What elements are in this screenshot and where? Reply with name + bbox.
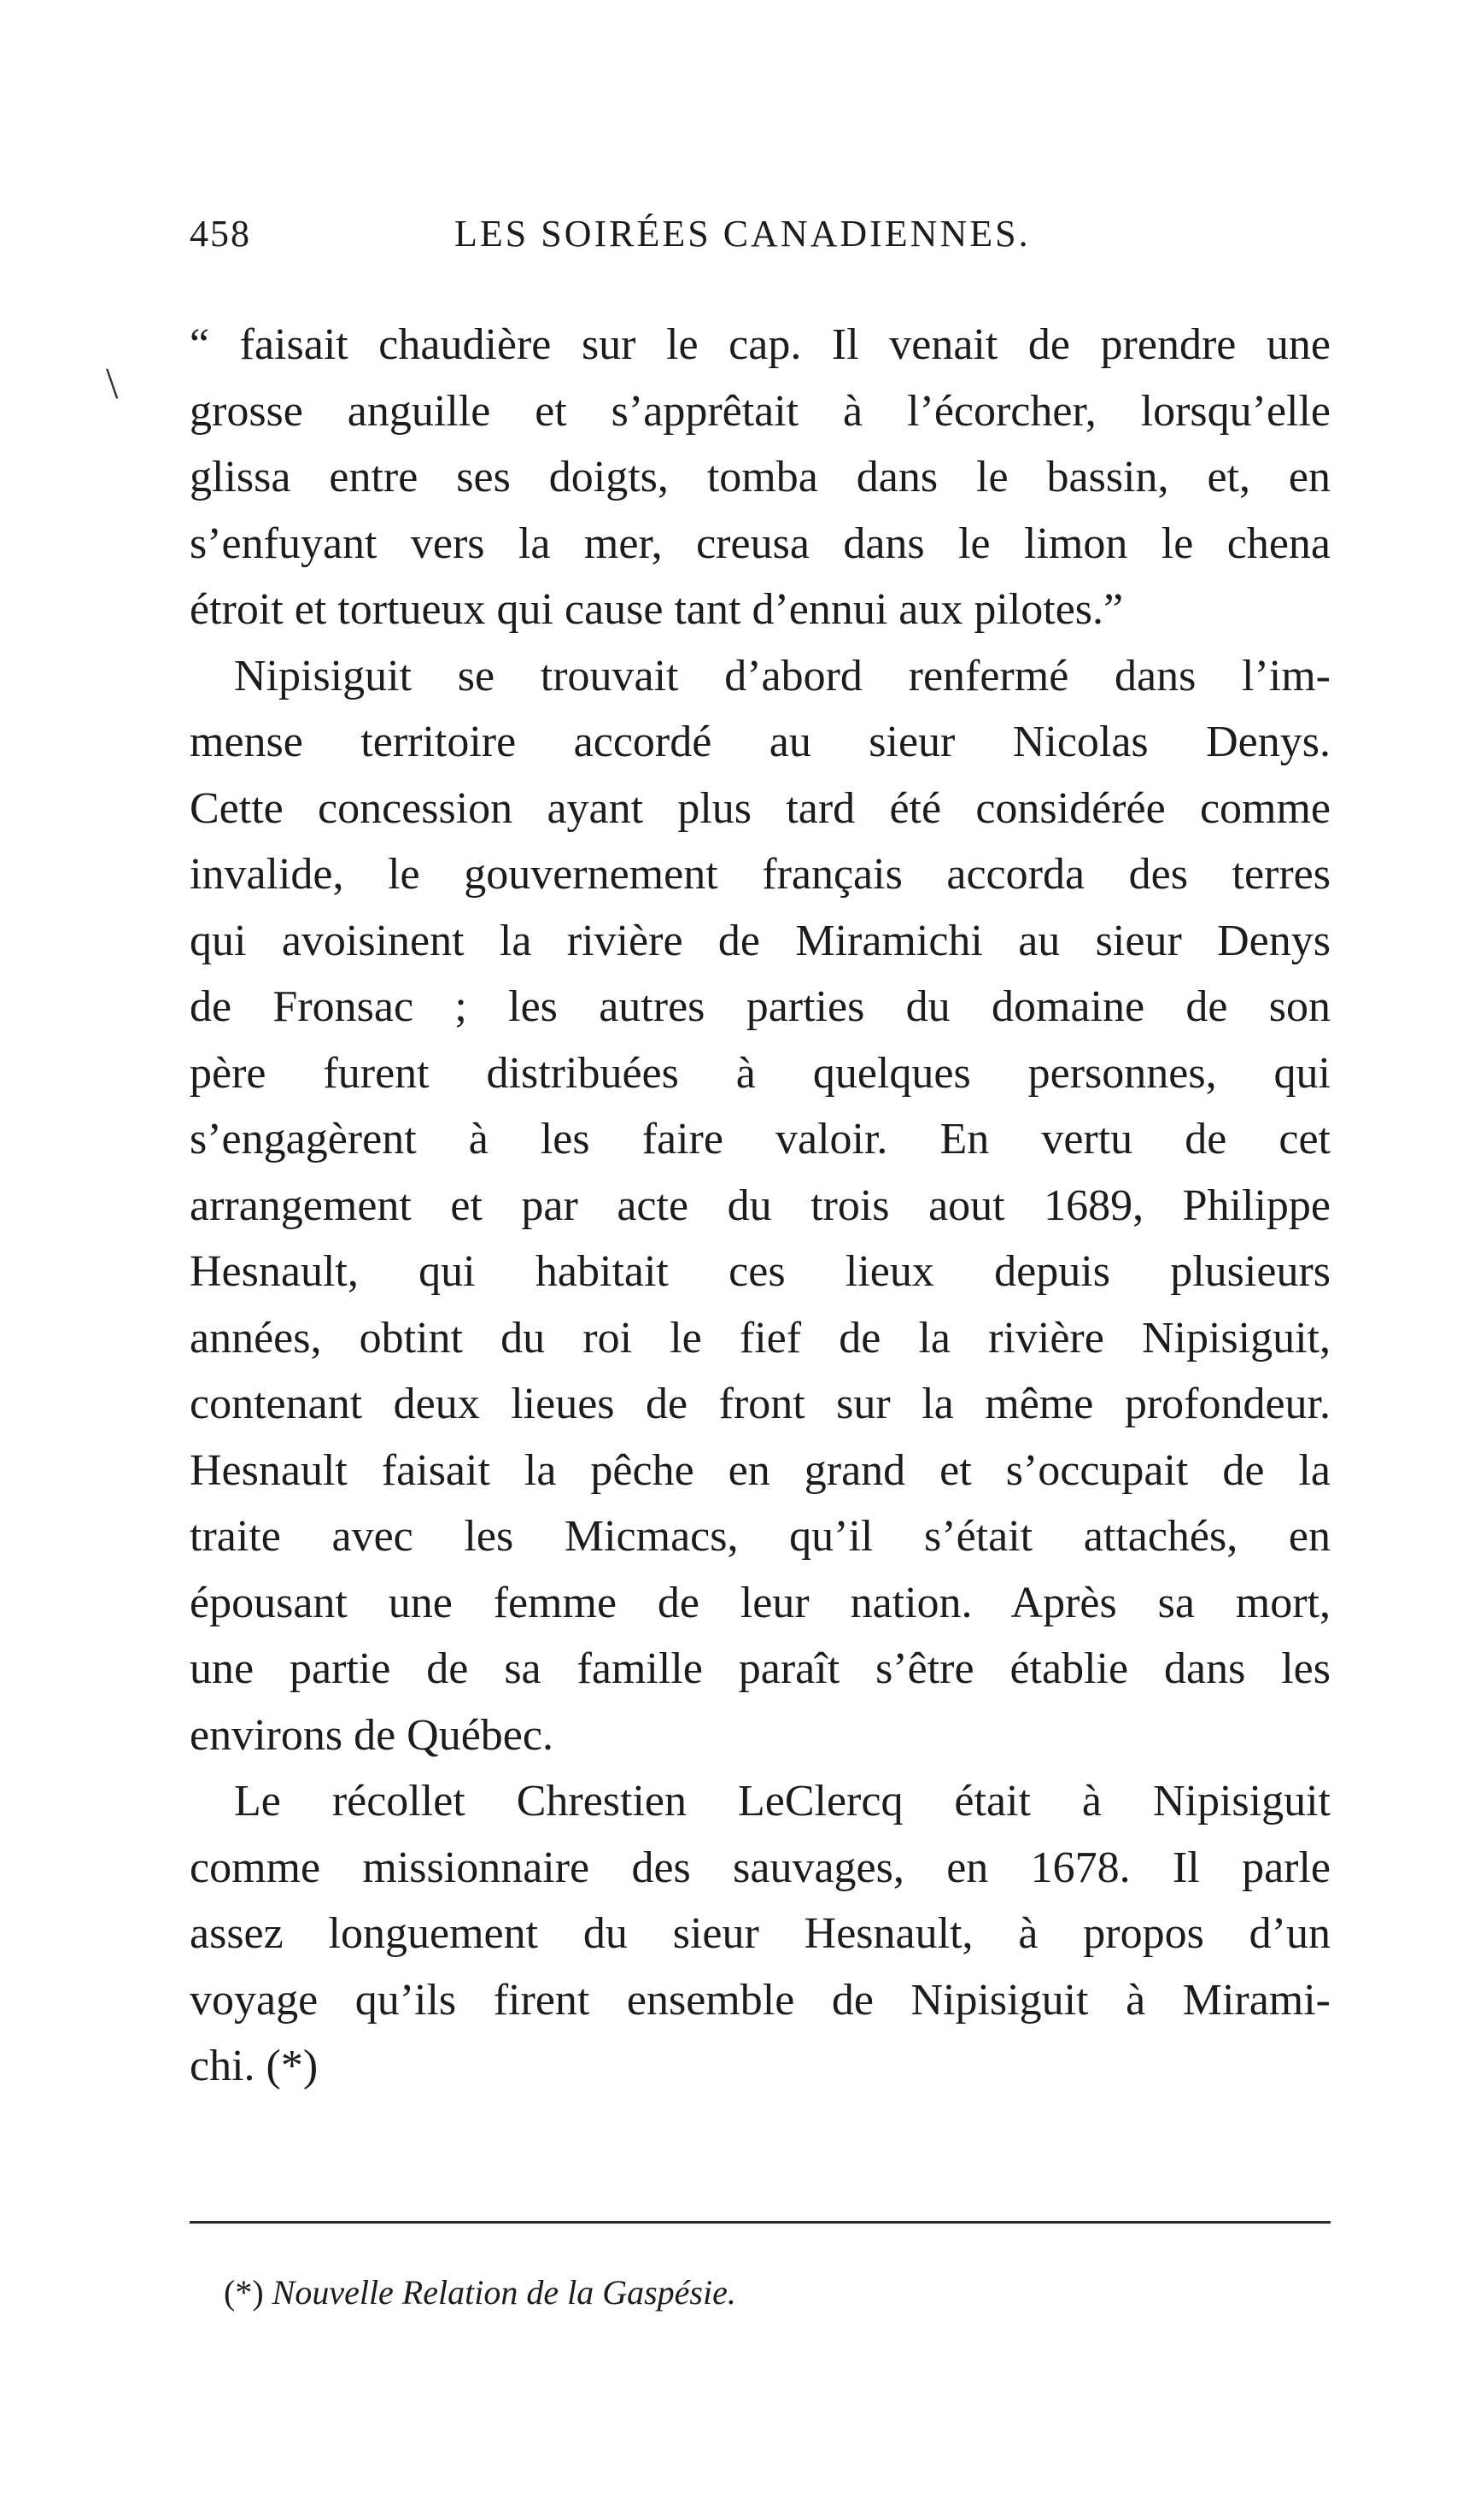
page-number: 458 [190,213,251,255]
text-line: grosse anguille et s’apprêtait à l’écorcher, lorsqu’elle [190,386,1331,436]
text-line: étroit et tortueux qui cause tant d’ennui aux pilotes.” [190,585,1124,634]
text-line: Hesnault, qui habitait ces lieux depuis plusieurs [190,1247,1331,1296]
body-text [190,312,1331,2100]
running-head [190,212,1331,263]
footnote-mark: (*) [224,2273,264,2312]
text-line: comme missionnaire des sauvages, en 1678. Il parle [190,1843,1331,1892]
footnote-rule [190,2221,1331,2224]
text-line: “ faisait chaudière sur le cap. Il venait de prendre une [190,320,1331,369]
text-line: père furent distribuées à quelques personnes, qui [190,1048,1331,1098]
text-line: s’engagèrent à les faire valoir. En vertu de cet [190,1115,1331,1163]
text-line: glissa entre ses doigts, tomba dans le bassin, et, en [190,453,1331,501]
text-line: environs de Québec. [190,1710,553,1760]
text-line: assez longuement du sieur Hesnault, à propos d’un [190,1909,1331,1958]
paragraph-leclercq [190,1768,1331,2100]
text-line: arrangement et par acte du trois aout 1689, Philippe [190,1181,1331,1230]
text-line: Le récollet Chrestien LeClercq était à Nipisiguit [234,1777,1331,1826]
text-line: années, obtint du roi le fief de la rivière Nipisiguit, [190,1313,1331,1363]
text-line: mense territoire accordé au sieur Nicolas Denys. [190,718,1331,766]
text-line: s’enfuyant vers la mer, creusa dans le limon le chena [190,519,1331,568]
text-line: voyage qu’ils firent ensemble de Nipisiguit à Mirami- [190,1975,1331,2025]
text-line: épousant une femme de leur nation. Après sa mort, [190,1578,1331,1627]
text-line: qui avoisinent la rivière de Miramichi au sieur Denys [190,916,1331,965]
text-line: invalide, le gouvernement français accorda des terres [190,850,1331,899]
text-line: de Fronsac ; les autres parties du domaine de son [190,982,1331,1031]
text-line: contenant deux lieues de front sur la même profondeur. [190,1380,1331,1428]
text-line: une partie de sa famille paraît s’être établie dans les [190,1644,1331,1693]
text-line: Nipisiguit se trouvait d’abord renfermé dans l’im- [234,651,1331,700]
running-title: LES SOIRÉES CANADIENNES. [454,213,1031,255]
text-line: Hesnault faisait la pêche en grand et s’occupait de la [190,1445,1331,1495]
text-line: chi. (*) [190,2042,319,2090]
footnote-text: Nouvelle Relation de la Gaspésie. [272,2273,736,2312]
margin-mark: \ [106,360,119,408]
text-line: Cette concession ayant plus tard été considérée comme [190,783,1331,833]
text-line: traite avec les Micmacs, qu’il s’était attachés, en [190,1512,1331,1561]
paragraph-quote-end [190,312,1331,643]
footnote [224,2272,736,2312]
paragraph-nipisiguit [190,643,1331,1769]
